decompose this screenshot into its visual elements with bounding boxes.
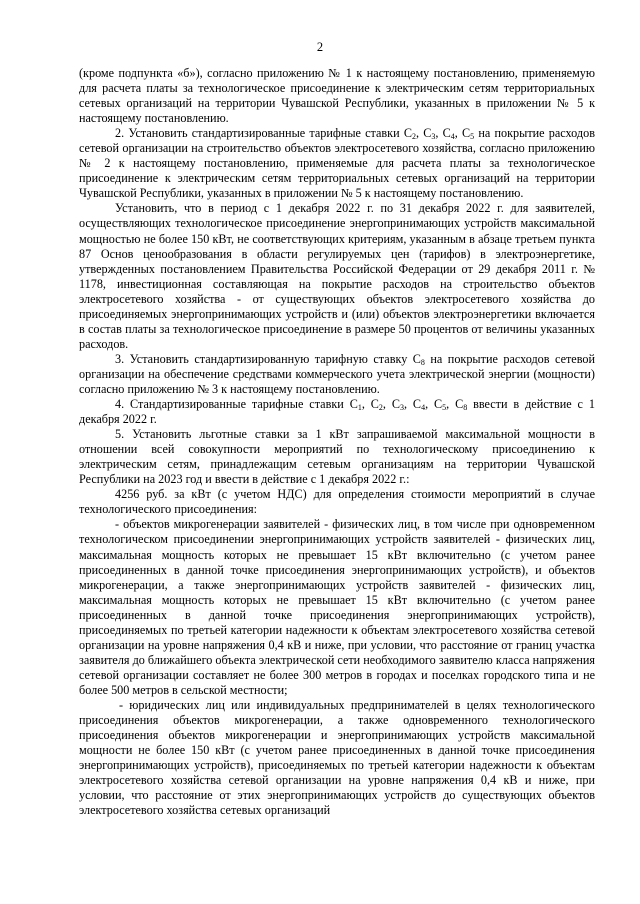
subscript: 5 bbox=[442, 403, 447, 413]
page-number: 2 bbox=[316, 40, 324, 54]
paragraph-8 bbox=[79, 517, 595, 698]
text-run: на покрытие расходов сетевой организации на обеспечение средствами коммерческого учета электрической энергии (мощности) согласно приложению № 3 к настоящему постановлению. bbox=[79, 351, 596, 396]
subscript: 3 bbox=[431, 132, 436, 142]
subscript: 2 bbox=[411, 132, 416, 142]
paragraph-3 bbox=[79, 201, 595, 351]
paragraph-2 bbox=[79, 126, 595, 201]
text-run: , С bbox=[382, 397, 400, 412]
subscript: 8 bbox=[420, 357, 425, 367]
paragraph-5 bbox=[79, 397, 595, 427]
text-run: , С bbox=[425, 397, 443, 412]
text-run: , С bbox=[403, 397, 422, 412]
subscript: 5 bbox=[470, 132, 475, 142]
text-run: Установить, что в период с 1 декабря 2022 г. по 31 декабря 2022 г. для заявителей, осуществляющих технологическое присоединение энергопринимающих устройств максимальной мощностью не более 150 кВт, не соответствующих критериям, указанным в абзаце третьем пункта 87 Основ ценообразования в области регулируемых цен (тарифов) в электроэнергетике, утвержденных постановлением Правительства Российской Федерации от 29 декабря 2011 г. № 1178, инвестиционная составляющая на покрытие расходов на строительство объектов электросетевого хозяйства - от существующих объектов электросетевого хозяйства до присоединяемых энергопринимающих устройств и (или) объектов электроэнергетики включается в состав платы за технологическое присоединение в размере 50 процентов от величины указанных расходов. bbox=[79, 201, 595, 351]
subscript: 2 bbox=[378, 403, 383, 413]
subscript: 8 bbox=[463, 403, 468, 413]
subscript: 3 bbox=[399, 403, 404, 413]
document-body bbox=[79, 66, 595, 818]
text-run: - объектов микрогенерации заявителей - физических лиц, в том числе при одновременном технологическом присоединении энергопринимающих устройств заявителей - физических лиц, максимальная мощность которых не превышает 15 кВт включительно (с учетом ранее присоединенных в данной точке присоединения энергопринимающих устройств), и объектов микрогенерации, а также энергопринимающих устройств заявителей - физических лиц, максимальная мощность которых не превышает 15 кВт включительно (с учетом ранее присоединенных в данной точке присоединения энергопринимающих устройств), присоединяемых по третьей категории надежности к объектам электросетевого хозяйства сетевой организации на уровне напряжения 0,4 кВ и ниже, при условии, что расстояние от границ участка заявителя до ближайшего объекта электрической сети необходимого заявителю класса напряжения сетевой организации составляет не более 300 метров в городах и поселках городского типа и не более 500 метров в сельской местности; bbox=[79, 517, 595, 697]
text-run: ввести в действие с 1 декабря 2022 г. bbox=[79, 397, 595, 427]
text-run: - юридических лиц или индивидуальных предпринимателей в целях технологического присоединения объектов микрогенерации, а также одновременного технологического присоединения объектов микрогенерации и энергопринимающих устройств максимальной мощности не более 150 кВт (с учетом ранее присоединенных в данной точке присоединения энергопринимающих устройств), присоединяемых по третьей категории надежности к объектам электросетевого хозяйства сетевой организации на уровне напряжения 0,4 кВ и ниже, при условии, что расстояние от этих энергопринимающих устройств до существующих объектов электросетевого хозяйства сетевых организаций bbox=[79, 697, 595, 818]
subscript: 4 bbox=[421, 403, 426, 413]
paragraph-6 bbox=[79, 427, 595, 487]
text-run: , С bbox=[435, 126, 451, 141]
text-run: 2. Установить стандартизированные тарифные ставки С bbox=[115, 126, 412, 141]
text-run: , С bbox=[361, 397, 379, 412]
subscript: 4 bbox=[450, 132, 455, 142]
text-run: , С bbox=[446, 397, 464, 412]
text-run: на покрытие расходов сетевой организации на строительство объектов электросетевого хозяйства, согласно приложению № 2 к настоящему постановлению, применяемые для расчета платы за технологическое присоединение к электрическим сетям территориальных сетевых организаций на территории Чувашской Республики, указанных в приложении № 5 к настоящему постановлению. bbox=[79, 126, 595, 201]
text-run: (кроме подпункта «б»), согласно приложению № 1 к настоящему постановлению, применяемую для расчета платы за технологическое присоединение к электрическим сетям территориальных сетевых организаций на территории Чувашской Республики, указанных в приложении № 5 к настоящему постановлению. bbox=[79, 66, 595, 126]
subscript: 1 bbox=[357, 403, 362, 413]
text-run: , С bbox=[415, 126, 432, 141]
text-run: 4. Стандартизированные тарифные ставки С bbox=[115, 397, 358, 412]
text-run: 4256 руб. за кВт (с учетом НДС) для определения стоимости мероприятий в случае технологического присоединения: bbox=[79, 487, 595, 517]
paragraph-9 bbox=[79, 698, 595, 818]
paragraph-1 bbox=[79, 66, 595, 126]
paragraph-7 bbox=[79, 487, 595, 517]
text-run: 5. Установить льготные ставки за 1 кВт запрашиваемой максимальной мощности в отношении всей совокупности мероприятий по технологическому присоединению к электрическим сетям, принадлежащим сетевым организациям на территории Чувашской Республики на 2023 год и ввести в действие с 1 декабря 2022 г.: bbox=[79, 427, 595, 487]
text-run: , С bbox=[454, 126, 471, 141]
paragraph-4 bbox=[79, 352, 595, 397]
text-run: 3. Установить стандартизированную тарифную ставку С bbox=[115, 351, 421, 366]
